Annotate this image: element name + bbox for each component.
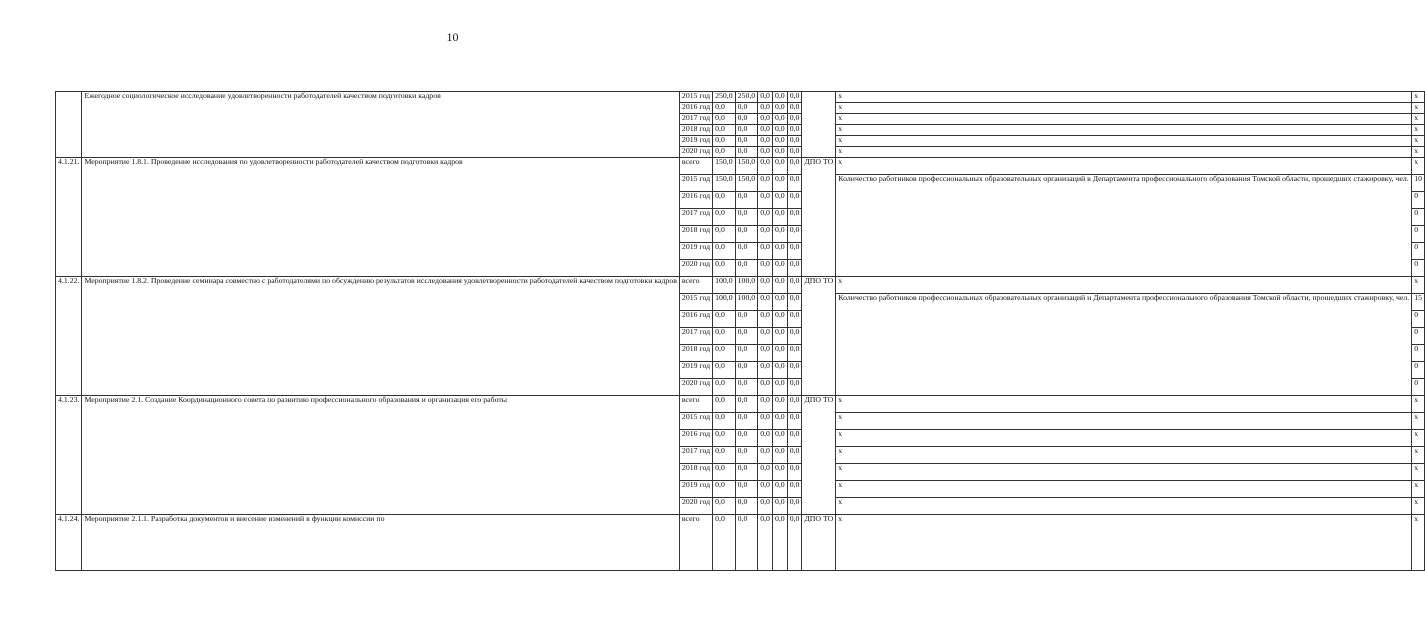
indicator-cell: x — [836, 515, 1412, 571]
table-body — [56, 92, 1425, 571]
amount-cell: 0,0 — [735, 136, 758, 147]
period-cell: 2019 год — [679, 136, 712, 147]
target-value-cell: x — [1412, 136, 1425, 147]
amount-cell: 0,0 — [787, 413, 802, 430]
period-cell: всего — [679, 515, 712, 571]
amount-cell: 0,0 — [735, 260, 758, 277]
target-value-cell: 0 — [1412, 226, 1425, 243]
amount-cell: 0,0 — [772, 147, 787, 158]
amount-cell: 100,0 — [713, 294, 736, 311]
amount-cell: 0,0 — [787, 175, 802, 192]
amount-cell: 0,0 — [758, 481, 773, 498]
amount-cell: 0,0 — [735, 481, 758, 498]
amount-cell: 0,0 — [787, 515, 802, 571]
target-value-cell: x — [1412, 396, 1425, 413]
amount-cell: 250,0 — [713, 92, 736, 103]
target-value-cell: 0 — [1412, 311, 1425, 328]
target-value-cell: x — [1412, 447, 1425, 464]
amount-cell: 0,0 — [772, 243, 787, 260]
amount-cell: 0,0 — [758, 464, 773, 481]
amount-cell: 0,0 — [735, 379, 758, 396]
amount-cell: 0,0 — [713, 515, 736, 571]
period-cell: 2017 год — [679, 114, 712, 125]
amount-cell: 0,0 — [713, 498, 736, 515]
amount-cell: 0,0 — [735, 103, 758, 114]
amount-cell: 0,0 — [713, 362, 736, 379]
amount-cell: 0,0 — [735, 147, 758, 158]
amount-cell: 0,0 — [713, 413, 736, 430]
table-row — [56, 515, 1425, 571]
target-value-cell: x — [1412, 103, 1425, 114]
amount-cell: 0,0 — [713, 226, 736, 243]
period-cell: 2017 год — [679, 447, 712, 464]
target-value-cell: 15 — [1412, 294, 1425, 311]
period-cell: 2018 год — [679, 125, 712, 136]
period-cell: всего — [679, 277, 712, 294]
executor-cell — [802, 92, 836, 158]
period-cell: всего — [679, 396, 712, 413]
amount-cell: 0,0 — [713, 328, 736, 345]
target-value-cell: x — [1412, 515, 1425, 571]
amount-cell: 150,0 — [713, 158, 736, 175]
period-cell: 2020 год — [679, 147, 712, 158]
amount-cell: 0,0 — [787, 243, 802, 260]
amount-cell: 0,0 — [735, 430, 758, 447]
amount-cell: 150,0 — [713, 175, 736, 192]
table-row — [56, 277, 1425, 294]
amount-cell: 0,0 — [735, 311, 758, 328]
target-value-cell: x — [1412, 481, 1425, 498]
amount-cell: 0,0 — [772, 481, 787, 498]
amount-cell: 0,0 — [735, 464, 758, 481]
activity-name-cell: Мероприятие 2.1.1. Разработка документов и внесение изменений в функции комиссии по — [82, 515, 679, 571]
amount-cell: 0,0 — [735, 345, 758, 362]
amount-cell: 0,0 — [758, 277, 773, 294]
amount-cell: 0,0 — [772, 277, 787, 294]
amount-cell: 0,0 — [787, 114, 802, 125]
program-activities-table — [55, 91, 1425, 571]
period-cell: всего — [679, 158, 712, 175]
amount-cell: 0,0 — [713, 430, 736, 447]
amount-cell: 0,0 — [772, 114, 787, 125]
activity-number-cell: 4.1.22. — [56, 277, 82, 396]
amount-cell: 0,0 — [758, 430, 773, 447]
period-cell: 2015 год — [679, 92, 712, 103]
amount-cell: 0,0 — [787, 447, 802, 464]
amount-cell: 0,0 — [713, 136, 736, 147]
activity-name-cell: Ежегодное социологическое исследование удовлетворенности работодателей качеством подготовки кадров — [82, 92, 679, 158]
activity-name-cell: Мероприятие 1.8.2. Проведение семинара совместно с работодателями по обсуждению результатов исследования удовлетворенности работодателей качеством подготовки кадров — [82, 277, 679, 396]
amount-cell: 0,0 — [758, 294, 773, 311]
amount-cell: 0,0 — [713, 243, 736, 260]
indicator-cell: x — [836, 481, 1412, 498]
amount-cell: 0,0 — [772, 345, 787, 362]
activity-name-cell: Мероприятие 1.8.1. Проведение исследования по удовлетворенности работодателей качеством подготовки кадров — [82, 158, 679, 277]
target-value-cell: 0 — [1412, 328, 1425, 345]
amount-cell: 0,0 — [758, 379, 773, 396]
target-value-cell: x — [1412, 413, 1425, 430]
amount-cell: 0,0 — [787, 92, 802, 103]
amount-cell: 0,0 — [772, 226, 787, 243]
activity-number-cell: 4.1.23. — [56, 396, 82, 515]
executor-cell: ДПО ТО — [802, 158, 836, 277]
amount-cell: 0,0 — [787, 345, 802, 362]
target-value-cell: 0 — [1412, 345, 1425, 362]
amount-cell: 0,0 — [772, 125, 787, 136]
amount-cell: 0,0 — [758, 158, 773, 175]
amount-cell: 0,0 — [713, 481, 736, 498]
amount-cell: 0,0 — [713, 311, 736, 328]
amount-cell: 150,0 — [735, 158, 758, 175]
indicator-cell: x — [836, 396, 1412, 413]
amount-cell: 0,0 — [772, 430, 787, 447]
amount-cell: 0,0 — [758, 260, 773, 277]
amount-cell: 0,0 — [713, 125, 736, 136]
amount-cell: 0,0 — [758, 226, 773, 243]
indicator-cell: x — [836, 498, 1412, 515]
amount-cell: 0,0 — [772, 294, 787, 311]
page-number: 10 — [446, 30, 459, 44]
amount-cell: 0,0 — [735, 413, 758, 430]
amount-cell: 0,0 — [735, 125, 758, 136]
amount-cell: 0,0 — [758, 243, 773, 260]
period-cell: 2018 год — [679, 464, 712, 481]
amount-cell: 0,0 — [787, 379, 802, 396]
amount-cell: 0,0 — [772, 396, 787, 413]
amount-cell: 0,0 — [758, 147, 773, 158]
amount-cell: 0,0 — [758, 209, 773, 226]
indicator-cell: x — [836, 158, 1412, 175]
indicator-cell: x — [836, 464, 1412, 481]
target-value-cell: x — [1412, 277, 1425, 294]
amount-cell: 0,0 — [772, 447, 787, 464]
amount-cell: 0,0 — [787, 294, 802, 311]
amount-cell: 0,0 — [772, 498, 787, 515]
amount-cell: 0,0 — [787, 362, 802, 379]
period-cell: 2015 год — [679, 413, 712, 430]
amount-cell: 0,0 — [787, 260, 802, 277]
amount-cell: 0,0 — [772, 515, 787, 571]
amount-cell: 0,0 — [735, 447, 758, 464]
target-value-cell: x — [1412, 158, 1425, 175]
amount-cell: 0,0 — [735, 328, 758, 345]
amount-cell: 0,0 — [758, 125, 773, 136]
period-cell: 2015 год — [679, 175, 712, 192]
period-cell: 2018 год — [679, 345, 712, 362]
amount-cell: 0,0 — [735, 396, 758, 413]
amount-cell: 0,0 — [713, 379, 736, 396]
amount-cell: 0,0 — [758, 515, 773, 571]
target-value-cell: x — [1412, 464, 1425, 481]
target-value-cell: 0 — [1412, 243, 1425, 260]
table-row — [56, 92, 1425, 103]
executor-cell: ДПО ТО — [802, 277, 836, 396]
amount-cell: 0,0 — [787, 226, 802, 243]
amount-cell: 100,0 — [713, 277, 736, 294]
indicator-cell: x — [836, 114, 1412, 125]
amount-cell: 0,0 — [772, 192, 787, 209]
period-cell: 2020 год — [679, 260, 712, 277]
amount-cell: 250,0 — [735, 92, 758, 103]
amount-cell: 0,0 — [772, 413, 787, 430]
amount-cell: 0,0 — [787, 125, 802, 136]
amount-cell: 0,0 — [772, 311, 787, 328]
amount-cell: 100,0 — [735, 277, 758, 294]
amount-cell: 0,0 — [772, 260, 787, 277]
amount-cell: 0,0 — [735, 243, 758, 260]
period-cell: 2020 год — [679, 379, 712, 396]
period-cell: 2019 год — [679, 481, 712, 498]
amount-cell: 0,0 — [735, 209, 758, 226]
amount-cell: 0,0 — [758, 192, 773, 209]
target-value-cell: x — [1412, 147, 1425, 158]
period-cell: 2015 год — [679, 294, 712, 311]
amount-cell: 0,0 — [758, 114, 773, 125]
indicator-name-cell: Количество работников профессиональных образовательных организаций и Департамента профессионального образования Томской области, прошедших стажировку, чел. — [836, 294, 1412, 396]
target-value-cell: x — [1412, 92, 1425, 103]
target-value-cell: x — [1412, 125, 1425, 136]
indicator-cell: x — [836, 136, 1412, 147]
amount-cell: 0,0 — [787, 430, 802, 447]
amount-cell: 0,0 — [787, 311, 802, 328]
amount-cell: 0,0 — [772, 209, 787, 226]
amount-cell: 0,0 — [772, 103, 787, 114]
amount-cell: 0,0 — [758, 345, 773, 362]
amount-cell: 0,0 — [758, 103, 773, 114]
target-value-cell: 0 — [1412, 192, 1425, 209]
activity-number-cell — [56, 92, 82, 158]
target-value-cell: 10 — [1412, 175, 1425, 192]
amount-cell: 0,0 — [735, 114, 758, 125]
amount-cell: 0,0 — [758, 175, 773, 192]
amount-cell: 0,0 — [772, 92, 787, 103]
amount-cell: 0,0 — [758, 92, 773, 103]
target-value-cell: 0 — [1412, 362, 1425, 379]
amount-cell: 0,0 — [787, 328, 802, 345]
activity-number-cell: 4.1.24. — [56, 515, 82, 571]
activity-name-cell: Мероприятие 2.1. Создание Координационного совета по развитию профессионального образования и организация его работы — [82, 396, 679, 515]
amount-cell: 0,0 — [758, 136, 773, 147]
amount-cell: 0,0 — [758, 311, 773, 328]
indicator-cell: x — [836, 103, 1412, 114]
indicator-cell: x — [836, 147, 1412, 158]
amount-cell: 0,0 — [758, 413, 773, 430]
amount-cell: 0,0 — [787, 192, 802, 209]
target-value-cell: 0 — [1412, 260, 1425, 277]
amount-cell: 0,0 — [758, 447, 773, 464]
period-cell: 2019 год — [679, 243, 712, 260]
period-cell: 2018 год — [679, 226, 712, 243]
amount-cell: 0,0 — [787, 209, 802, 226]
amount-cell: 0,0 — [758, 328, 773, 345]
indicator-cell: x — [836, 277, 1412, 294]
target-value-cell: x — [1412, 430, 1425, 447]
amount-cell: 0,0 — [787, 136, 802, 147]
indicator-cell: x — [836, 447, 1412, 464]
indicator-cell: x — [836, 125, 1412, 136]
amount-cell: 0,0 — [735, 192, 758, 209]
amount-cell: 0,0 — [787, 103, 802, 114]
amount-cell: 0,0 — [735, 362, 758, 379]
amount-cell: 0,0 — [772, 362, 787, 379]
amount-cell: 0,0 — [713, 464, 736, 481]
period-cell: 2016 год — [679, 103, 712, 114]
amount-cell: 0,0 — [772, 464, 787, 481]
amount-cell: 0,0 — [787, 481, 802, 498]
period-cell: 2016 год — [679, 192, 712, 209]
period-cell: 2020 год — [679, 498, 712, 515]
indicator-name-cell: Количество работников профессиональных образовательных организаций в Департамента профессионального образования Томской области, прошедших стажировку, чел. — [836, 175, 1412, 277]
amount-cell: 0,0 — [713, 147, 736, 158]
indicator-cell: x — [836, 413, 1412, 430]
period-cell: 2016 год — [679, 430, 712, 447]
amount-cell: 0,0 — [787, 396, 802, 413]
target-value-cell: x — [1412, 498, 1425, 515]
amount-cell: 0,0 — [772, 136, 787, 147]
amount-cell: 0,0 — [772, 175, 787, 192]
target-value-cell: x — [1412, 114, 1425, 125]
amount-cell: 0,0 — [735, 498, 758, 515]
amount-cell: 0,0 — [713, 103, 736, 114]
amount-cell: 0,0 — [758, 362, 773, 379]
amount-cell: 0,0 — [713, 396, 736, 413]
activity-number-cell: 4.1.21. — [56, 158, 82, 277]
amount-cell: 0,0 — [758, 396, 773, 413]
table-row — [56, 158, 1425, 175]
amount-cell: 0,0 — [735, 515, 758, 571]
amount-cell: 0,0 — [787, 498, 802, 515]
period-cell: 2017 год — [679, 209, 712, 226]
table-row — [56, 396, 1425, 413]
amount-cell: 0,0 — [713, 260, 736, 277]
period-cell: 2016 год — [679, 311, 712, 328]
amount-cell: 0,0 — [772, 158, 787, 175]
amount-cell: 0,0 — [787, 464, 802, 481]
amount-cell: 0,0 — [713, 447, 736, 464]
executor-cell: ДПО ТО — [802, 515, 836, 571]
target-value-cell: 0 — [1412, 379, 1425, 396]
executor-cell: ДПО ТО — [802, 396, 836, 515]
indicator-cell: x — [836, 430, 1412, 447]
indicator-cell: x — [836, 92, 1412, 103]
amount-cell: 100,0 — [735, 294, 758, 311]
amount-cell: 0,0 — [713, 209, 736, 226]
amount-cell: 150,0 — [735, 175, 758, 192]
amount-cell: 0,0 — [772, 328, 787, 345]
period-cell: 2019 год — [679, 362, 712, 379]
amount-cell: 0,0 — [713, 114, 736, 125]
amount-cell: 0,0 — [787, 147, 802, 158]
amount-cell: 0,0 — [787, 277, 802, 294]
period-cell: 2017 год — [679, 328, 712, 345]
amount-cell: 0,0 — [713, 345, 736, 362]
target-value-cell: 0 — [1412, 209, 1425, 226]
amount-cell: 0,0 — [787, 158, 802, 175]
amount-cell: 0,0 — [735, 226, 758, 243]
amount-cell: 0,0 — [772, 379, 787, 396]
amount-cell: 0,0 — [713, 192, 736, 209]
amount-cell: 0,0 — [758, 498, 773, 515]
